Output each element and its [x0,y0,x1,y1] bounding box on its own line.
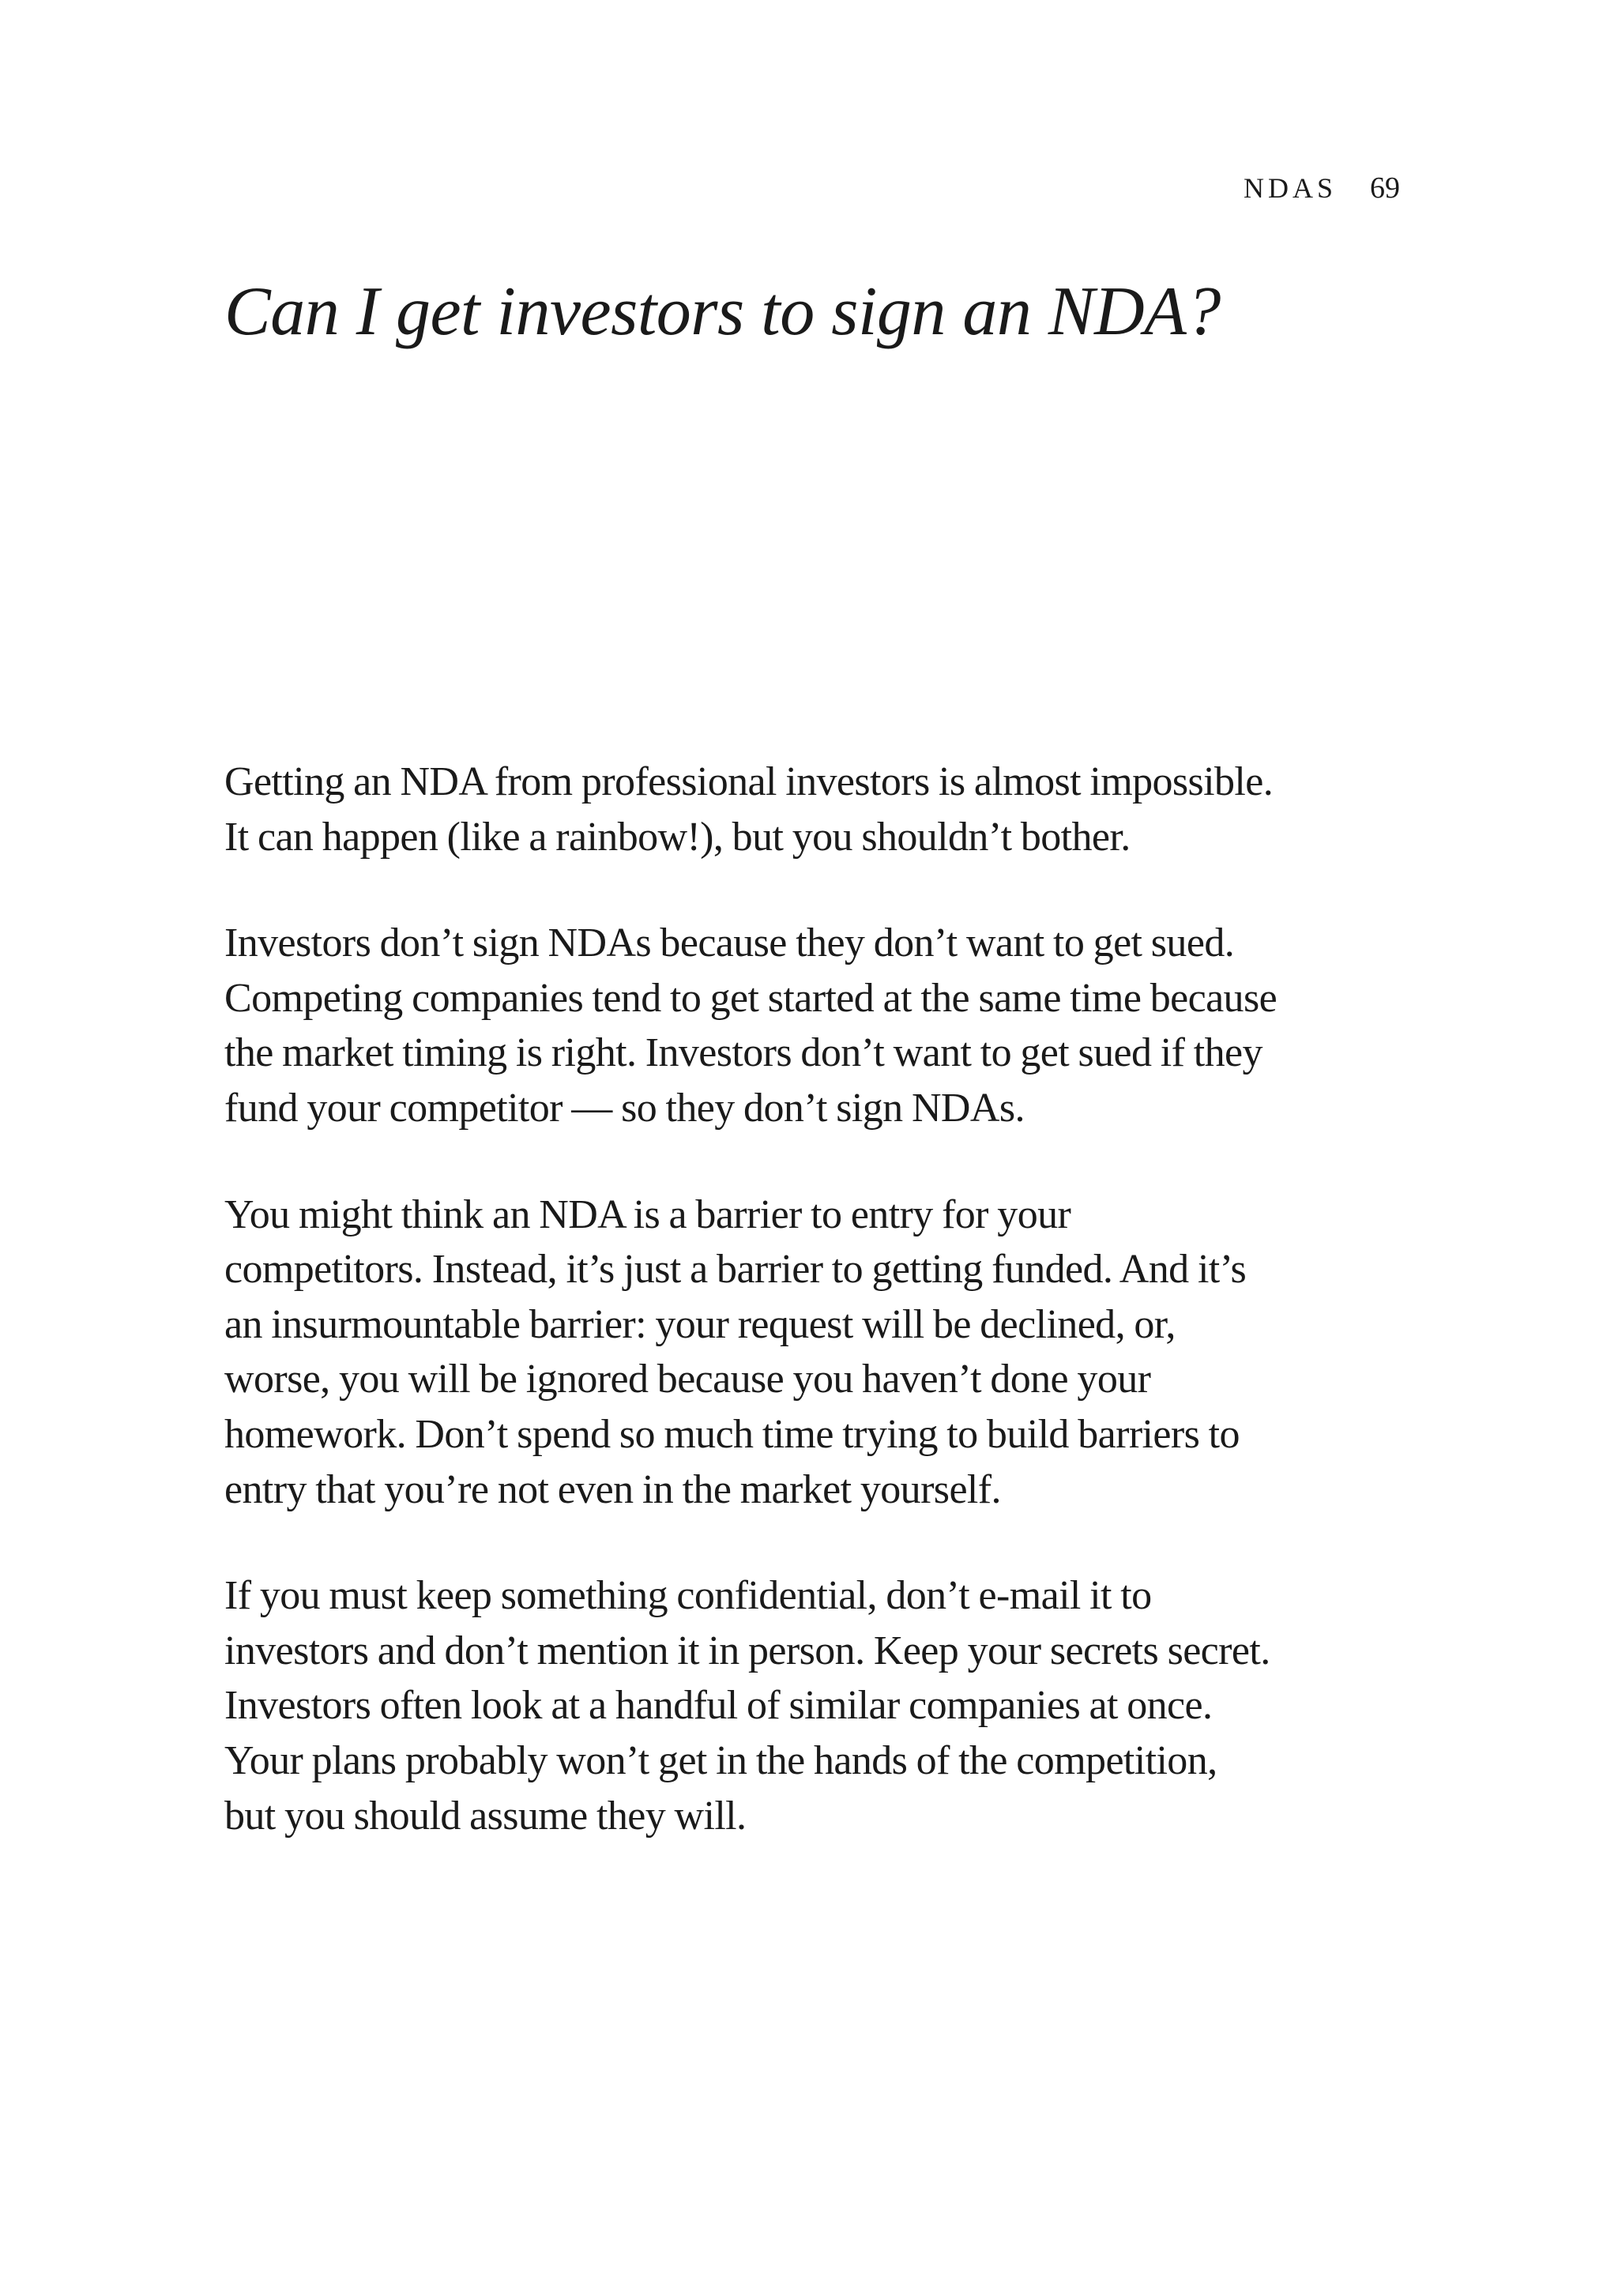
text-line: worse, you will be ignored because you haven’t done your [224,1357,1151,1402]
body-text [224,755,1409,1895]
paragraph-2 [224,916,1409,1135]
page-number: 69 [1370,171,1400,205]
text-line: the market timing is right. Investors don’t want to get sued if they [224,1030,1262,1076]
text-line: If you must keep something confidential, don’t e-mail it to [224,1573,1152,1619]
text-line: Investors don’t sign NDAs because they don’t want to get sued. [224,920,1235,966]
text-line: You might think an NDA is a barrier to entry for your [224,1191,1071,1237]
text-line: homework. Don’t spend so much time trying to build barriers to [224,1411,1240,1457]
text-line: It can happen (like a rainbow!), but you shouldn’t bother. [224,814,1131,860]
text-line: Competing companies tend to get started at the same time because [224,975,1277,1021]
chapter-title: Can I get investors to sign an NDA? [224,273,1221,350]
text-line: Your plans probably won’t get in the hands of the competition, [224,1737,1217,1783]
text-line: entry that you’re not even in the market yourself. [224,1466,1001,1512]
text-line: but you should assume they will. [224,1793,747,1839]
text-line: fund your competitor — so they don’t sign NDAs. [224,1085,1025,1131]
text-line: Investors often look at a handful of similar companies at once. [224,1683,1213,1729]
text-line: an insurmountable barrier: your request will be declined, or, [224,1301,1176,1347]
running-head-title: NDAS [1243,172,1337,204]
running-head [1244,169,1400,207]
text-line: competitors. Instead, it’s just a barrier to getting funded. And it’s [224,1247,1247,1293]
text-line: Getting an NDA from professional investors is almost impossible. [224,759,1274,804]
text-line: investors and don’t mention it in person. Keep your secrets secret. [224,1628,1270,1673]
paragraph-3 [224,1188,1409,1518]
paragraph-1 [224,755,1409,864]
paragraph-4 [224,1568,1409,1843]
